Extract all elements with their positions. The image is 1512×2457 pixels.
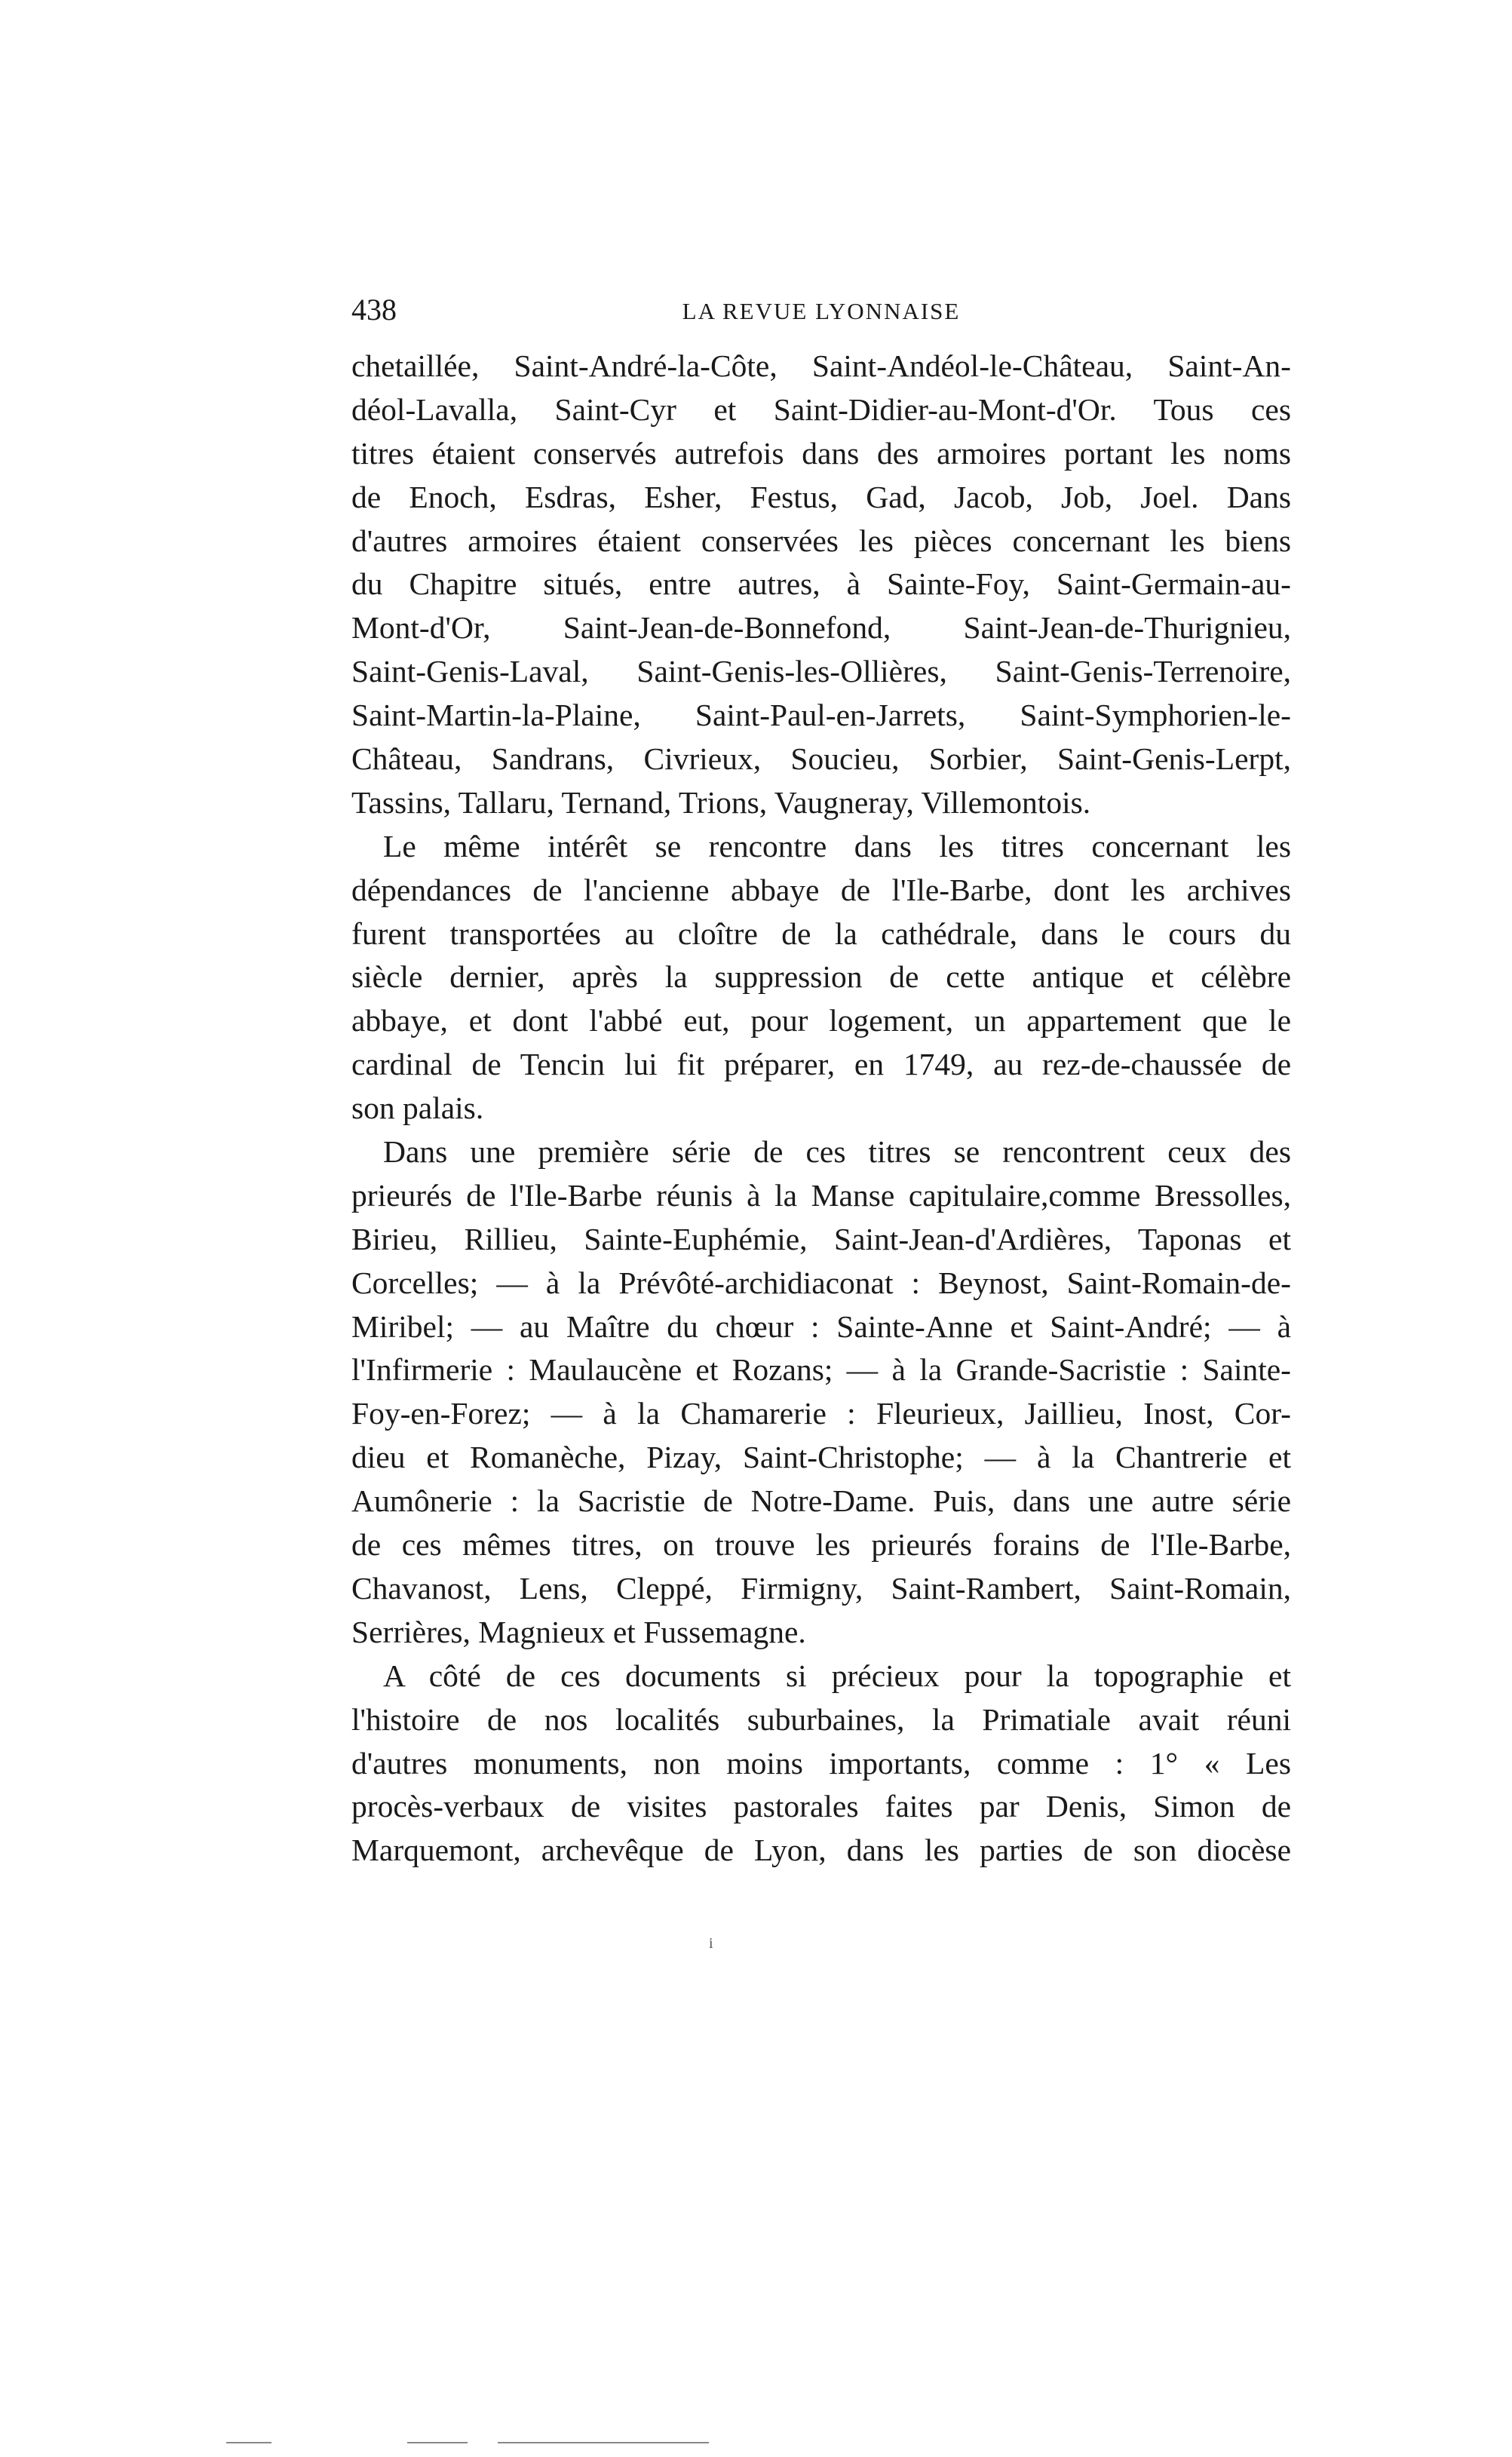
text-line: l'histoire de nos localités suburbaines, la Primatiale avait réuni [351,1701,1291,1737]
text-line: l'Infirmerie : Maulaucène et Rozans; — à la Grande-Sacristie : Sainte- [351,1352,1291,1388]
text-line: abbaye, et dont l'abbé eut, pour logement, un appartement que le [351,1003,1291,1038]
text-line: dépendances de l'ancienne abbaye de l'Ile-Barbe, dont les archives [351,872,1291,907]
text-line: son palais. [351,1090,484,1126]
text-line: d'autres monuments, non moins importants, comme : 1° « Les [351,1745,1291,1781]
text-line: Marquemont, archevêque de Lyon, dans les parties de son diocèse [351,1833,1291,1868]
text-line: d'autres armoires étaient conservées les pièces concernant les biens [351,523,1291,558]
text-line: titres étaient conservés autrefois dans des armoires portant les noms [351,435,1291,471]
text-line: Corcelles; — à la Prévôté-archidiaconat : Beynost, Saint-Romain-de- [351,1265,1291,1300]
text-line: Aumônerie : la Sacristie de Notre-Dame. Puis, dans une autre série [351,1483,1291,1519]
text-line: A côté de ces documents si précieux pour la topographie et [383,1658,1291,1693]
text-line: Saint-Genis-Laval, Saint-Genis-les-Ollières, Saint-Genis-Terrenoire, [351,654,1291,689]
text-line: Mont-d'Or, Saint-Jean-de-Bonnefond, Saint-Jean-de-Thurignieu, [351,610,1291,646]
text-line: de Enoch, Esdras, Esher, Festus, Gad, Jacob, Job, Joel. Dans [351,479,1291,514]
text-line: Birieu, Rillieu, Sainte-Euphémie, Saint-Jean-d'Ardières, Taponas et [351,1221,1291,1256]
text-line: Tassins, Tallaru, Ternand, Trions, Vaugneray, Villemontois. [351,784,1091,820]
text-line: siècle dernier, après la suppression de cette antique et célèbre [351,959,1291,995]
text-line: de ces mêmes titres, on trouve les prieurés forains de l'Ile-Barbe, [351,1527,1291,1563]
text-line: Miribel; — au Maître du chœur : Sainte-Anne et Saint-André; — à [351,1308,1291,1344]
text-line: du Chapitre situés, entre autres, à Sainte-Foy, Saint-Germain-au- [351,566,1291,602]
text-line: dieu et Romanèche, Pizay, Saint-Christophe; — à la Chantrerie et [351,1440,1291,1475]
text-line: Foy-en-Forez; — à la Chamarerie : Fleurieux, Jaillieu, Inost, Cor- [351,1396,1291,1431]
footer-mark: i [709,1935,713,1952]
text-line: Saint-Martin-la-Plaine, Saint-Paul-en-Jarrets, Saint-Symphorien-le- [351,698,1291,733]
text-line: Le même intérêt se rencontre dans les titres concernant les [383,828,1291,863]
body-text [351,345,1291,1873]
page-number: 438 [351,293,397,327]
bottom-rule [498,2442,709,2443]
text-line: cardinal de Tencin lui fit préparer, en 1749, au rez-de-chaussée de [351,1047,1291,1082]
text-line: Serrières, Magnieux et Fussemagne. [351,1614,806,1649]
text-line: prieurés de l'Ile-Barbe réunis à la Manse capitulaire,comme Bressolles, [351,1177,1291,1213]
text-line: furent transportées au cloître de la cathédrale, dans le cours du [351,916,1291,951]
bottom-rule [407,2442,468,2443]
text-line: Chavanost, Lens, Cleppé, Firmigny, Saint-Rambert, Saint-Romain, [351,1570,1291,1606]
bottom-rule [226,2442,271,2443]
text-line: Château, Sandrans, Civrieux, Soucieu, Sorbier, Saint-Genis-Lerpt, [351,741,1291,777]
page-header [351,291,1291,329]
text-line: chetaillée, Saint-André-la-Côte, Saint-Andéol-le-Château, Saint-An- [351,348,1291,383]
text-line: Dans une première série de ces titres se rencontrent ceux des [383,1134,1291,1170]
text-line: déol-Lavalla, Saint-Cyr et Saint-Didier-au-Mont-d'Or. Tous ces [351,391,1291,427]
running-title: LA REVUE LYONNAISE [682,298,961,324]
text-line: procès-verbaux de visites pastorales faites par Denis, Simon de [351,1789,1291,1824]
